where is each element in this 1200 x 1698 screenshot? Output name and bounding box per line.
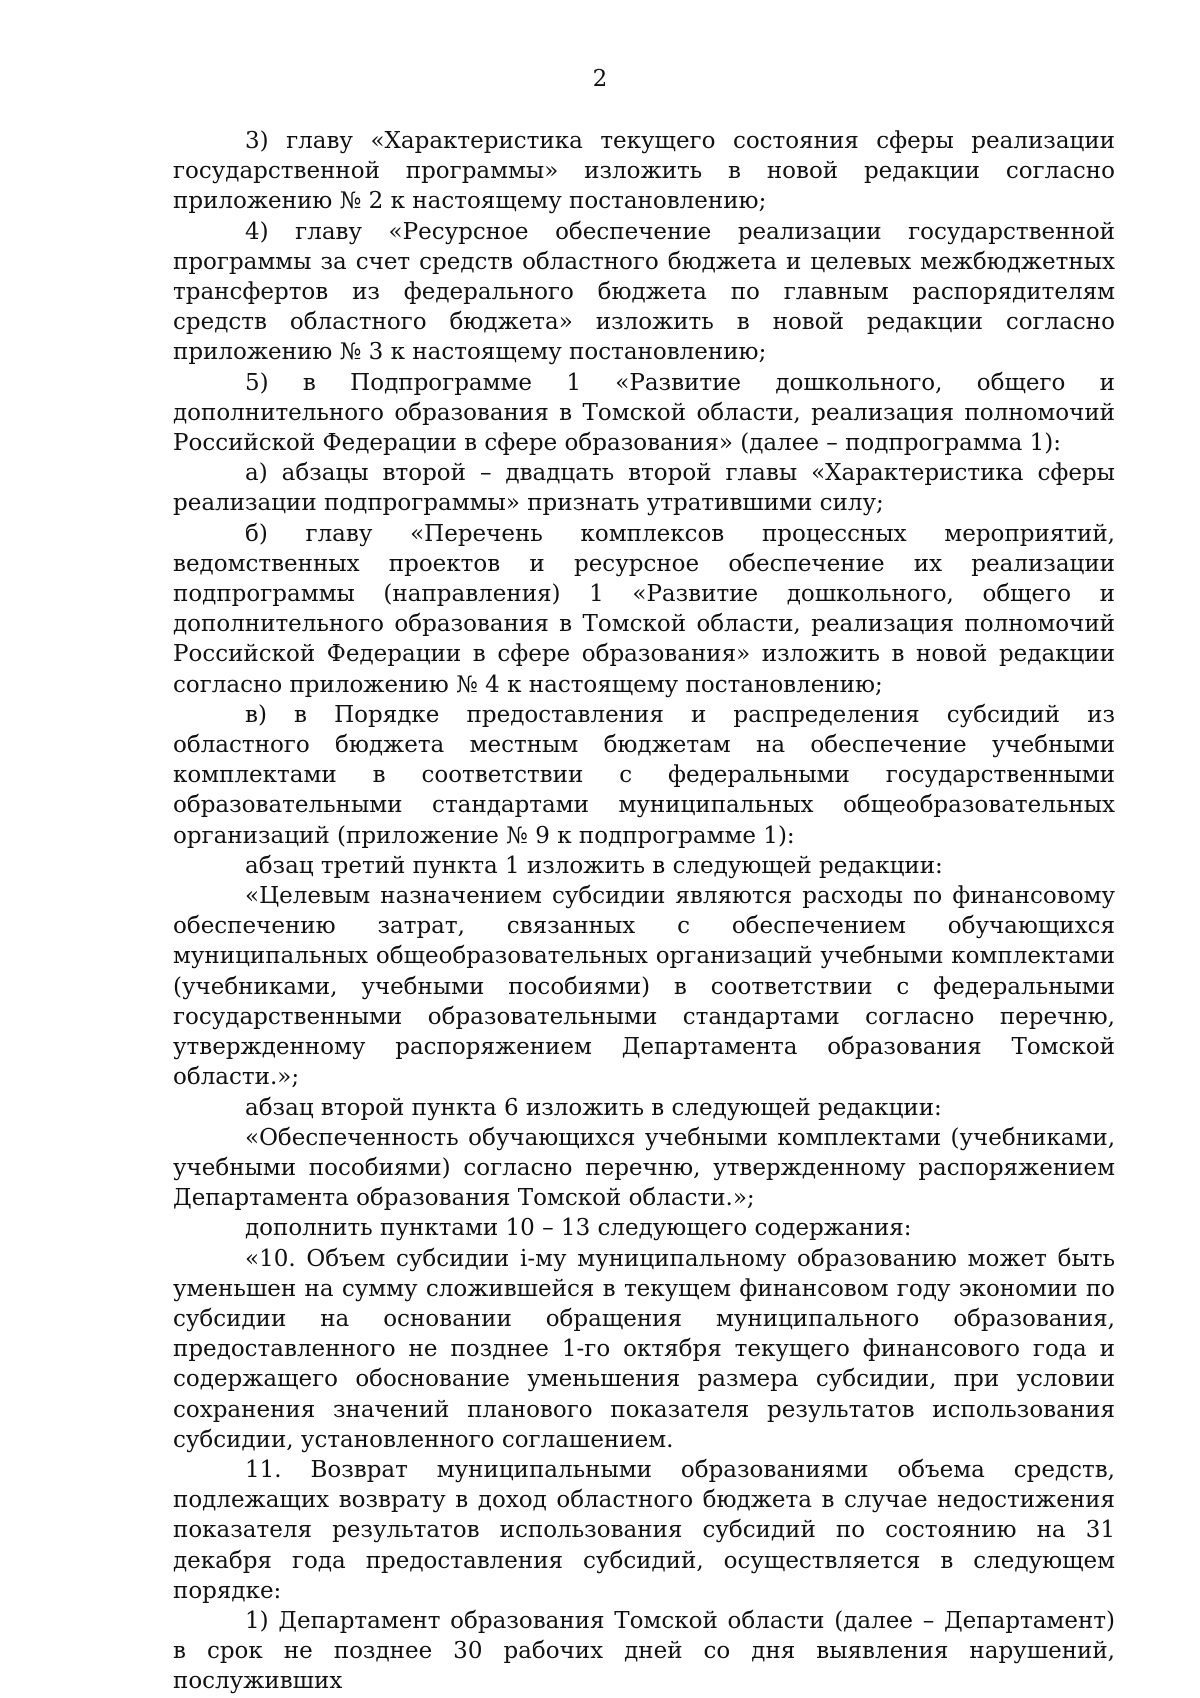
paragraph-quote-target-purpose: «Целевым назначением субсидии являются расходы по финансовому обеспечению затрат, связанных с обеспечением обучающихся муниципальных общеобразовательных организаций учебными комплектами (учебниками, учебными пособиями) в соответствии с федеральными государственными образовательными стандартами согласно перечню, утвержденному распоряжением Департамента образования Томской области.»; [173, 883, 1115, 1091]
paragraph-instruction-1: абзац третий пункта 1 изложить в следующей редакции: [245, 852, 943, 879]
paragraph-subitem-a: а) абзацы второй – двадцать второй главы «Характеристика сферы реализации подпрограммы» признать утратившими силу; [173, 460, 1115, 517]
paragraph-clause-10: «10. Объем субсидии i-му муниципальному образованию может быть уменьшен на сумму сложившейся в текущем финансовом году экономии по субсидии на основании обращения муниципального образования, предоставленного не позднее 1-го октября текущего финансового года и содержащего обоснование уменьшения размера субсидии, при условии сохранения значений планового показателя результатов использования субсидии, установленного соглашением. [173, 1245, 1115, 1453]
paragraph-subitem-v: в) в Порядке предоставления и распределения субсидий из областного бюджета местным бюджетам на обеспечение учебными комплектами в соответствии с федеральными государственными образовательными стандартами муниципальных общеобразовательных организаций (приложение № 9 к подпрограмме 1): [173, 701, 1115, 849]
paragraph-clause-11-1: 1) Департамент образования Томской области (далее – Департамент) в срок не позднее 30 рабочих дней со дня выявления нарушений, послуживших [173, 1607, 1115, 1695]
paragraph-item-5: 5) в Подпрограмме 1 «Развитие дошкольного, общего и дополнительного образования в Томской области, реализация полномочий Российской Федерации в сфере образования» (далее – подпрограмма 1): [173, 369, 1115, 457]
paragraph-subitem-b: б) главу «Перечень комплексов процессных мероприятий, ведомственных проектов и ресурсное обеспечение их реализации подпрограммы (направления) 1 «Развитие дошкольного, общего и дополнительного образования в Томской области, реализация полномочий Российской Федерации в сфере образования» изложить в новой редакции согласно приложению № 4 к настоящему постановлению; [173, 520, 1115, 698]
page-number: 2 [592, 66, 608, 92]
paragraph-instruction-6: абзац второй пункта 6 изложить в следующей редакции: [245, 1094, 942, 1121]
paragraph-instruction-10-13: дополнить пунктами 10 – 13 следующего содержания: [245, 1215, 912, 1242]
paragraph-item-3: 3) главу «Характеристика текущего состояния сферы реализации государственной программы» изложить в новой редакции согласно приложению № 2 к настоящему постановлению; [173, 128, 1115, 215]
paragraph-quote-provision: «Обеспеченность обучающихся учебными комплектами (учебниками, учебными пособиями) согласно перечню, утвержденному распоряжением Департамента образования Томской области.»; [173, 1124, 1115, 1212]
document-body [173, 126, 1115, 1697]
paragraph-item-4: 4) главу «Ресурсное обеспечение реализации государственной программы за счет средств областного бюджета и целевых межбюджетных трансфертов из федерального бюджета по главным распорядителям средств областного бюджета» изложить в новой редакции согласно приложению № 3 к настоящему постановлению; [173, 218, 1115, 366]
paragraph-clause-11: 11. Возврат муниципальными образованиями объема средств, подлежащих возврату в доход областного бюджета в случае недостижения показателя результатов использования субсидий по состоянию на 31 декабря года предоставления субсидий, осуществляется в следующем порядке: [173, 1456, 1115, 1604]
